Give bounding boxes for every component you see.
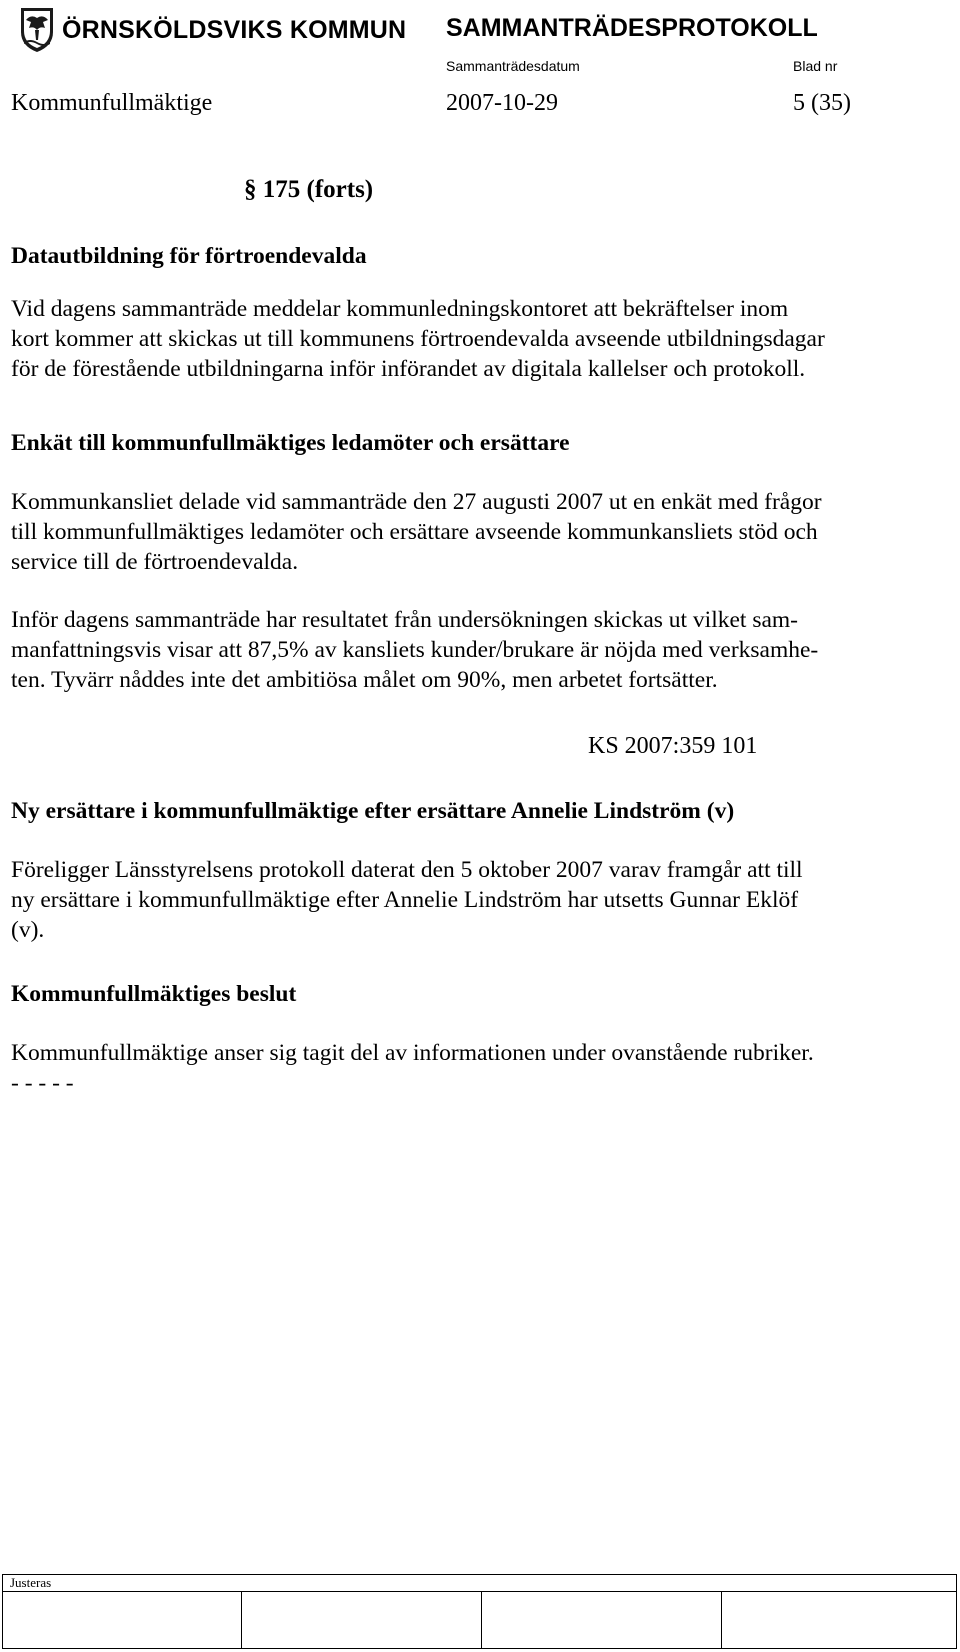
signature-field[interactable] <box>242 1592 482 1649</box>
text-line: till kommunfullmäktiges ledamöter och ersättare avseende kommunkansliets stöd och <box>11 519 818 545</box>
section-beslut <box>11 978 923 1098</box>
text-line: ten. Tyvärr nåddes inte det ambitiösa målet om 90%, men arbetet fortsätter. <box>11 667 718 693</box>
signature-field[interactable] <box>3 1592 242 1649</box>
page-number-label: Blad nr <box>793 58 838 74</box>
text-line: Föreligger Länsstyrelsens protokoll daterat den 5 oktober 2007 varav framgår att till <box>11 857 803 883</box>
section-heading: Enkät till kommunfullmäktiges ledamöter och ersättare <box>11 430 570 456</box>
text-line: för de förestående utbildningarna inför införandet av digitala kallelser och protokoll. <box>11 356 806 382</box>
section-enkat <box>11 427 923 695</box>
header-logo <box>18 6 406 54</box>
organization-name: ÖRNSKÖLDSVIKS KOMMUN <box>62 15 407 44</box>
section-heading: Kommunfullmäktiges beslut <box>11 981 297 1007</box>
section-heading: Ny ersättare i kommunfullmäktige efter ersättare Annelie Lindström (v) <box>11 798 735 824</box>
paragraph <box>11 605 923 695</box>
text-line: Kommunkansliet delade vid sammanträde den 27 augusti 2007 ut en enkät med frågor <box>11 489 822 515</box>
text-line: kort kommer att skickas ut till kommunens förtroendevalda avseende utbildningsdagar <box>11 326 825 352</box>
paragraph <box>11 294 923 384</box>
section-datautbildning <box>11 240 923 384</box>
text-line: - - - - - <box>11 1070 74 1096</box>
section-ny-ersattare <box>11 795 923 945</box>
text-line: (v). <box>11 917 45 943</box>
text-line: Kommunfullmäktige anser sig tagit del av informationen under ovanstående rubriker. <box>11 1040 814 1066</box>
municipal-crest-icon <box>18 6 56 54</box>
signature-field[interactable] <box>482 1592 722 1649</box>
text-line: ny ersättare i kommunfullmäktige efter Annelie Lindström har utsetts Gunnar Eklöf <box>11 887 799 913</box>
text-line: Vid dagens sammanträde meddelar kommunledningskontoret att bekräftelser inom <box>11 296 789 322</box>
meeting-date-label: Sammanträdesdatum <box>446 58 580 74</box>
text-line: service till de förtroendevalda. <box>11 549 299 575</box>
signature-label: Justeras <box>10 1575 52 1590</box>
paragraph <box>11 855 923 945</box>
text-line: Inför dagens sammanträde har resultatet från undersökningen skickas ut vilket sam- <box>11 607 798 633</box>
document-type-title: SAMMANTRÄDESPROTOKOLL <box>446 14 818 42</box>
signature-label-cell <box>3 1575 957 1592</box>
section-heading: Datautbildning för förtroendevalda <box>11 243 367 269</box>
section-number: § 175 (forts) <box>244 176 374 203</box>
signature-table <box>2 1574 957 1649</box>
meeting-date: 2007-10-29 <box>446 90 558 116</box>
paragraph <box>11 1038 923 1098</box>
paragraph <box>11 487 923 577</box>
assembly-name: Kommunfullmäktige <box>11 90 213 116</box>
page-number: 5 (35) <box>793 90 851 116</box>
text-line: manfattningsvis visar att 87,5% av kansliets kunder/brukare är nöjda med verksamhe- <box>11 637 819 663</box>
case-reference: KS 2007:359 101 <box>588 733 758 759</box>
signature-field[interactable] <box>722 1592 957 1649</box>
